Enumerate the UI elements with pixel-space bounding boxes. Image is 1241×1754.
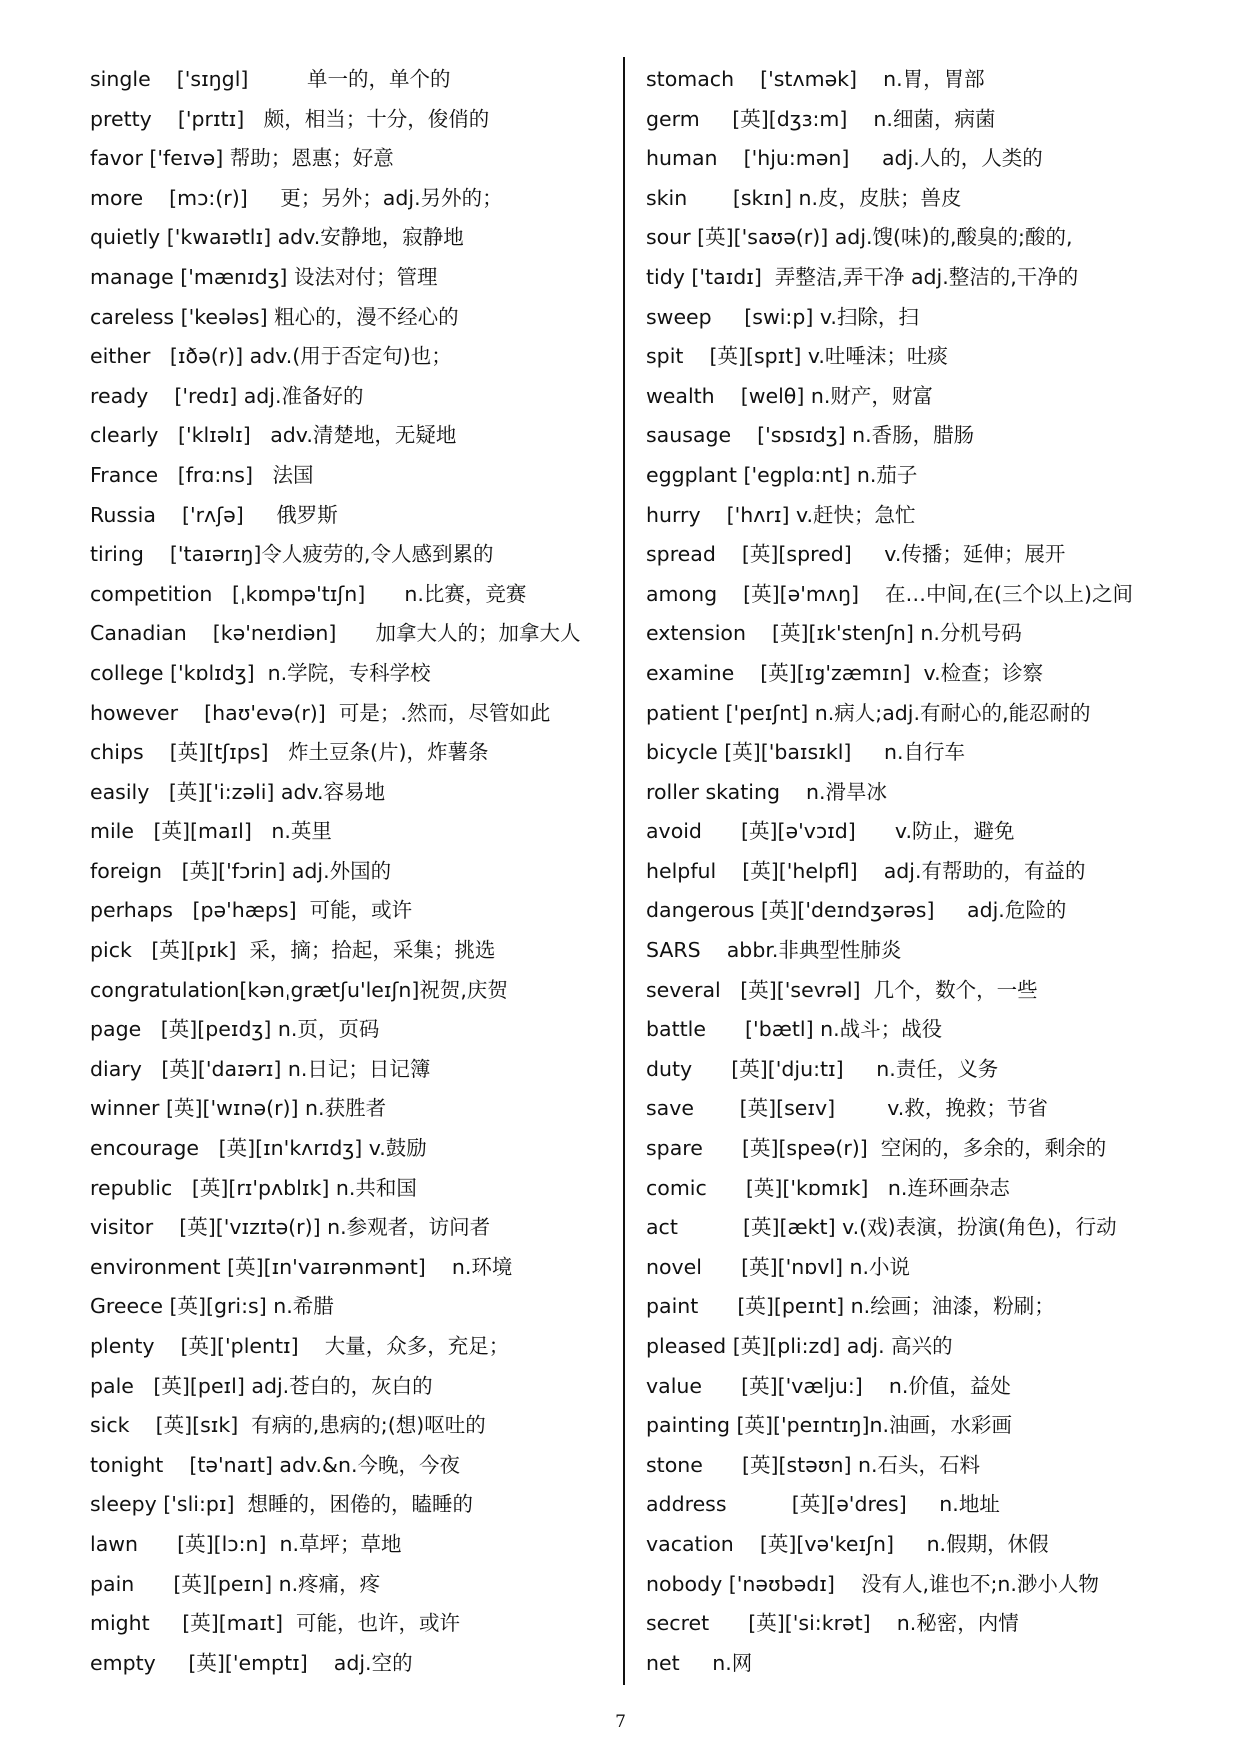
vocab-entry: either [ɪðə(r)] adv.(用于否定句)也； <box>90 344 452 369</box>
vocab-entry: favor ['feɪvə] 帮助；恩惠；好意 <box>90 146 394 171</box>
vocab-entry: value [英]['vælju:] n.价值，益处 <box>646 1373 1011 1398</box>
vocab-entry: manage ['mænɪdʒ] 设法对付；管理 <box>90 264 438 289</box>
vocab-entry: wealth [welθ] n.财产，财富 <box>646 383 933 408</box>
vocab-entry: extension [英][ɪk'stenʃn] n.分机号码 <box>646 621 1022 646</box>
vocab-entry: helpful [英]['helpfl] adj.有帮助的，有益的 <box>646 858 1086 883</box>
vocab-entry: duty [英]['dju:tɪ] n.责任，义务 <box>646 1056 999 1081</box>
vocab-entry: single ['sɪŋgl] 单一的，单个的 <box>90 67 451 91</box>
vocab-entry: page [英][peɪdʒ] n.页，页码 <box>90 1017 380 1042</box>
vocab-entry: pain [英][peɪn] n.疼痛，疼 <box>90 1571 381 1596</box>
vocab-entry: encourage [英][ɪn'kʌrɪdʒ] v.鼓励 <box>90 1136 427 1161</box>
vocab-entry: bicycle [英]['baɪsɪkl] n.自行车 <box>646 740 965 765</box>
vocab-entry: sleepy ['sli:pɪ] 想睡的，困倦的，瞌睡的 <box>90 1492 474 1517</box>
vocab-entry: secret [英]['si:krət] n.秘密，内情 <box>646 1611 1019 1636</box>
right-column <box>646 60 1206 1683</box>
vocab-entry: roller skating n.滑旱冰 <box>646 779 888 804</box>
vocab-entry: spread [英][spred] v.传播；延伸；展开 <box>646 542 1066 567</box>
vocab-entry: stone [英][stəʊn] n.石头，石料 <box>646 1452 980 1477</box>
column-divider <box>623 57 625 1685</box>
vocab-entry: foreign [英]['fɔrin] adj.外国的 <box>90 858 392 883</box>
vocab-entry: hurry ['hʌrɪ] v.赶快；急忙 <box>646 502 916 527</box>
vocab-entry: empty [英]['emptɪ] adj.空的 <box>90 1650 413 1675</box>
vocab-entry: novel [英]['nɒvl] n.小说 <box>646 1254 911 1279</box>
vocab-entry: mile [英][maɪl] n.英里 <box>90 819 332 844</box>
vocab-entry: human ['hju:mən] adj.人的，人类的 <box>646 146 1043 171</box>
vocab-entry: Greece [英][gri:s] n.希腊 <box>90 1294 334 1319</box>
vocab-entry: vacation [英][və'keɪʃn] n.假期，休假 <box>646 1531 1049 1556</box>
vocab-entry: stomach ['stʌmək] n.胃，胃部 <box>646 67 985 91</box>
vocab-entry: sausage ['sɒsɪdʒ] n.香肠，腊肠 <box>646 423 975 448</box>
vocab-entry: germ [英][dʒɜ:m] n.细菌，病菌 <box>646 106 996 131</box>
vocab-entry: clearly ['klɪəlɪ] adv.清楚地，无疑地 <box>90 423 457 448</box>
vocab-entry: spit [英][spɪt] v.吐唾沫；吐痰 <box>646 344 948 369</box>
left-column <box>90 60 610 1683</box>
vocab-entry: net n.网 <box>646 1650 753 1675</box>
page-number: 7 <box>615 1712 626 1732</box>
vocab-entry: sweep [swi:p] v.扫除，扫 <box>646 304 919 329</box>
vocab-entry: paint [英][peɪnt] n.绘画；油漆，粉刷； <box>646 1294 1055 1319</box>
vocab-entry: careless ['keələs] 粗心的，漫不经心的 <box>90 304 459 329</box>
vocab-entry: act [英][ækt] v.(戏)表演，扮演(角色)，行动 <box>646 1215 1117 1240</box>
vocab-entry: spare [英][speə(r)] 空闲的，多余的，剩余的 <box>646 1136 1107 1161</box>
vocab-entry: address [英][ə'dres] n.地址 <box>646 1492 1000 1517</box>
vocab-entry: might [英][maɪt] 可能，也许，或许 <box>90 1611 461 1636</box>
vocab-entry: avoid [英][ə'vɔɪd] v.防止，避免 <box>646 819 1015 844</box>
vocab-entry: pleased [英][pli:zd] adj. 高兴的 <box>646 1334 953 1358</box>
vocab-entry: France [frɑ:ns] 法国 <box>90 462 314 487</box>
vocab-entry: SARS abbr.非典型性肺炎 <box>646 938 902 963</box>
vocab-entry: republic [英][rɪ'pʌblɪk] n.共和国 <box>90 1175 417 1200</box>
vocab-entry: more [mɔ:(r)] 更；另外；adj.另外的； <box>90 185 503 210</box>
vocab-entry: tidy ['taɪdɪ] 弄整洁,弄干净 adj.整洁的,干净的 <box>646 264 1079 289</box>
vocab-entry: tiring ['taɪərɪŋ]令人疲劳的,令人感到累的 <box>90 542 494 567</box>
vocab-entry: visitor [英]['vɪzɪtə(r)] n.参观者，访问者 <box>90 1215 491 1240</box>
vocab-entry: however [haʊ'evə(r)] 可是；.然而，尽管如此 <box>90 700 551 725</box>
vocab-entry: winner [英]['wɪnə(r)] n.获胜者 <box>90 1096 387 1121</box>
vocab-entry: skin [skɪn] n.皮，皮肤；兽皮 <box>646 185 962 210</box>
vocab-entry: painting [英]['peɪntɪŋ]n.油画，水彩画 <box>646 1413 1013 1438</box>
vocab-entry: diary [英]['daɪərɪ] n.日记；日记簿 <box>90 1056 431 1081</box>
vocab-entry: comic [英]['kɒmɪk] n.连环画杂志 <box>646 1175 1010 1200</box>
vocab-entry: congratulation[kənˌgrætʃu'leɪʃn]祝贺,庆贺 <box>90 977 508 1002</box>
vocab-entry: pick [英][pɪk] 采，摘；拾起，采集；挑选 <box>90 938 496 963</box>
vocab-entry: environment [英][ɪn'vaɪrənmənt] n.环境 <box>90 1254 513 1279</box>
vocab-entry: sick [英][sɪk] 有病的,患病的;(想)呕吐的 <box>90 1413 486 1438</box>
vocab-entry: ready ['redɪ] adj.准备好的 <box>90 383 364 408</box>
vocab-entry: college ['kɒlɪdʒ] n.学院，专科学校 <box>90 660 431 685</box>
vocab-entry: eggplant ['egplɑ:nt] n.茄子 <box>646 462 918 487</box>
vocab-entry: sour [英]['saʊə(r)] adj.馊(味)的,酸臭的;酸的, <box>646 225 1073 250</box>
vocab-entry: battle ['bætl] n.战斗；战役 <box>646 1017 943 1042</box>
vocab-entry: perhaps [pə'hæps] 可能，或许 <box>90 898 413 923</box>
vocab-entry: tonight [tə'naɪt] adv.&n.今晚，今夜 <box>90 1452 461 1477</box>
vocab-entry: dangerous [英]['deɪndʒərəs] adj.危险的 <box>646 898 1067 923</box>
vocab-entry: chips [英][tʃɪps] 炸土豆条(片)，炸薯条 <box>90 740 489 765</box>
vocab-entry: plenty [英]['plentɪ] 大量，众多，充足； <box>90 1334 510 1358</box>
vocab-entry: among [英][ə'mʌŋ] 在…中间,在(三个以上)之间 <box>646 581 1134 606</box>
vocab-entry: several [英]['sevrəl] 几个，数个，一些 <box>646 977 1038 1002</box>
vocab-entry: pretty ['prɪtɪ] 颇，相当；十分，俊俏的 <box>90 106 490 131</box>
vocab-entry: quietly ['kwaɪətlɪ] adv.安静地，寂静地 <box>90 225 464 250</box>
vocab-entry: Canadian [kə'neɪdiən] 加拿大人的；加拿大人 <box>90 621 581 646</box>
vocab-entry: patient ['peɪʃnt] n.病人;adj.有耐心的,能忍耐的 <box>646 700 1091 725</box>
vocab-entry: nobody ['nəʊbədɪ] 没有人,谁也不;n.渺小人物 <box>646 1571 1099 1596</box>
vocab-entry: lawn [英][lɔ:n] n.草坪；草地 <box>90 1531 402 1556</box>
vocab-entry: examine [英][ɪg'zæmɪn] v.检查；诊察 <box>646 660 1044 685</box>
vocab-entry: Russia ['rʌʃə] 俄罗斯 <box>90 502 338 527</box>
vocab-entry: competition [ˌkɒmpə'tɪʃn] n.比赛，竞赛 <box>90 581 527 606</box>
vocab-entry: pale [英][peɪl] adj.苍白的，灰白的 <box>90 1373 433 1398</box>
vocab-entry: save [英][seɪv] v.救，挽救；节省 <box>646 1096 1048 1121</box>
vocab-entry: easily [英]['i:zəli] adv.容易地 <box>90 779 386 804</box>
